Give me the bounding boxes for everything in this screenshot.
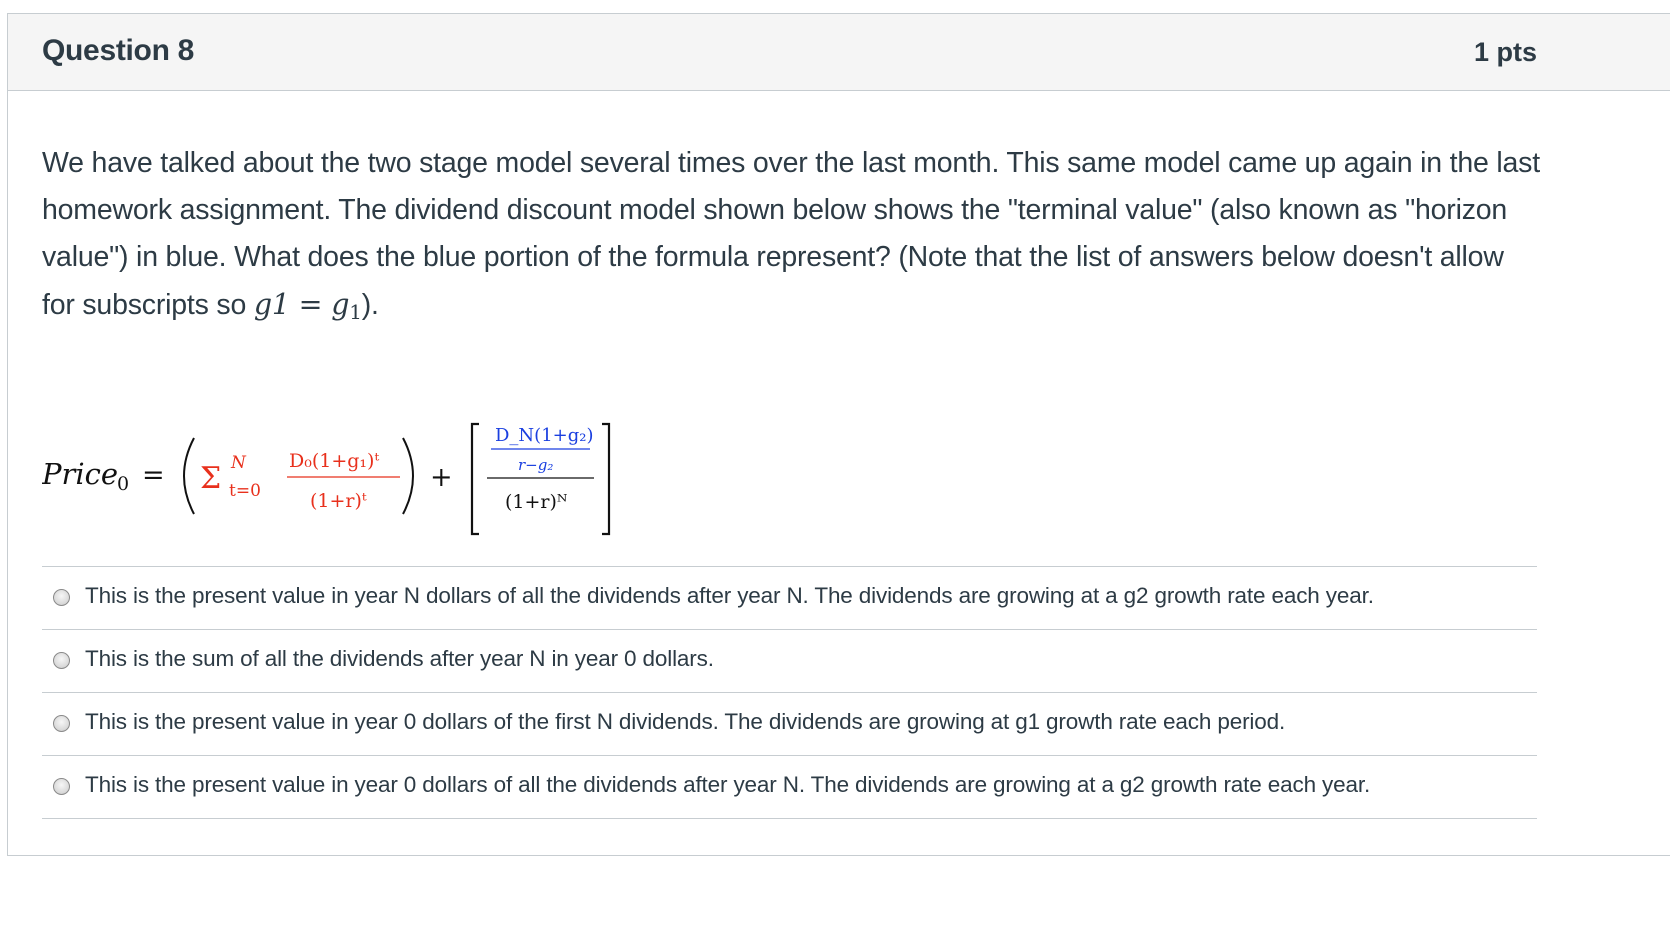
formula-left-paren xyxy=(184,438,194,514)
formula-sum-upper: N xyxy=(231,453,246,473)
answer-label-3[interactable]: This is the present value in year 0 dollars of the first N dividends. The dividends are growing at g1 growth rate each period. xyxy=(85,709,1286,734)
answer-label-1[interactable]: This is the present value in year N dollars of all the dividends after year N. The dividends are growing at a g2 growth rate each year. xyxy=(85,583,1374,608)
question-text-main: We have talked about the two stage model several times over the last month. This same model came up again in the last homework assignment. The dividend discount model shown below shows the "terminal value" (also known as "horizon value") in blue. What does the blue portion of the formula represent? (Note that the list of answers below doesn't allow for subscripts so xyxy=(42,147,1540,321)
answer-label-2[interactable]: This is the sum of all the dividends after year N in year 0 dollars. xyxy=(85,646,714,671)
inline-math-rhs: g xyxy=(331,288,350,321)
answer-radio-3[interactable] xyxy=(53,715,70,732)
formula-blue-denominator: r−g₂ xyxy=(518,456,554,474)
answer-option-3[interactable] xyxy=(42,692,1537,755)
formula-price-subscript: 0 xyxy=(117,473,130,495)
dividend-discount-formula xyxy=(42,404,662,544)
formula-sum-lower: t=0 xyxy=(229,481,261,501)
answer-label-4[interactable]: This is the present value in year 0 dollars of all the dividends after year N. The dividends are growing at a g2 growth rate each year. xyxy=(85,772,1371,797)
formula-blue-numerator: D_N(1+g₂) xyxy=(495,425,594,446)
formula-red-numerator: D₀(1+g₁)ᵗ xyxy=(289,450,380,472)
question-card xyxy=(7,13,1670,856)
inline-math-equals: = xyxy=(289,288,332,321)
answer-option-4[interactable] xyxy=(42,755,1537,819)
answer-option-1[interactable] xyxy=(42,566,1537,629)
question-title: Question 8 xyxy=(42,34,195,67)
formula-right-bracket xyxy=(602,424,609,534)
question-points: 1 pts xyxy=(1473,37,1537,67)
formula-right-paren xyxy=(403,438,413,514)
answer-list xyxy=(42,566,1537,819)
question-header xyxy=(8,14,1670,91)
question-text xyxy=(42,140,1542,336)
answer-radio-4[interactable] xyxy=(53,778,70,795)
formula-red-denominator: (1+r)ᵗ xyxy=(310,490,367,512)
inline-math xyxy=(253,288,362,324)
answer-option-2[interactable] xyxy=(42,629,1537,692)
question-text-end: ). xyxy=(361,289,379,321)
formula-left-bracket xyxy=(472,424,479,534)
inline-math-lhs: g1 xyxy=(253,288,290,321)
formula-sum-symbol: Σ xyxy=(200,461,222,496)
formula-terminal-denominator: (1+r)ᴺ xyxy=(505,491,568,513)
answer-radio-1[interactable] xyxy=(53,589,70,606)
formula-plus: + xyxy=(430,462,453,493)
inline-math-rhs-sub: 1 xyxy=(349,299,362,324)
formula-equals: = xyxy=(142,460,165,491)
answer-radio-2[interactable] xyxy=(53,652,70,669)
formula-price-label: Price xyxy=(42,457,119,491)
